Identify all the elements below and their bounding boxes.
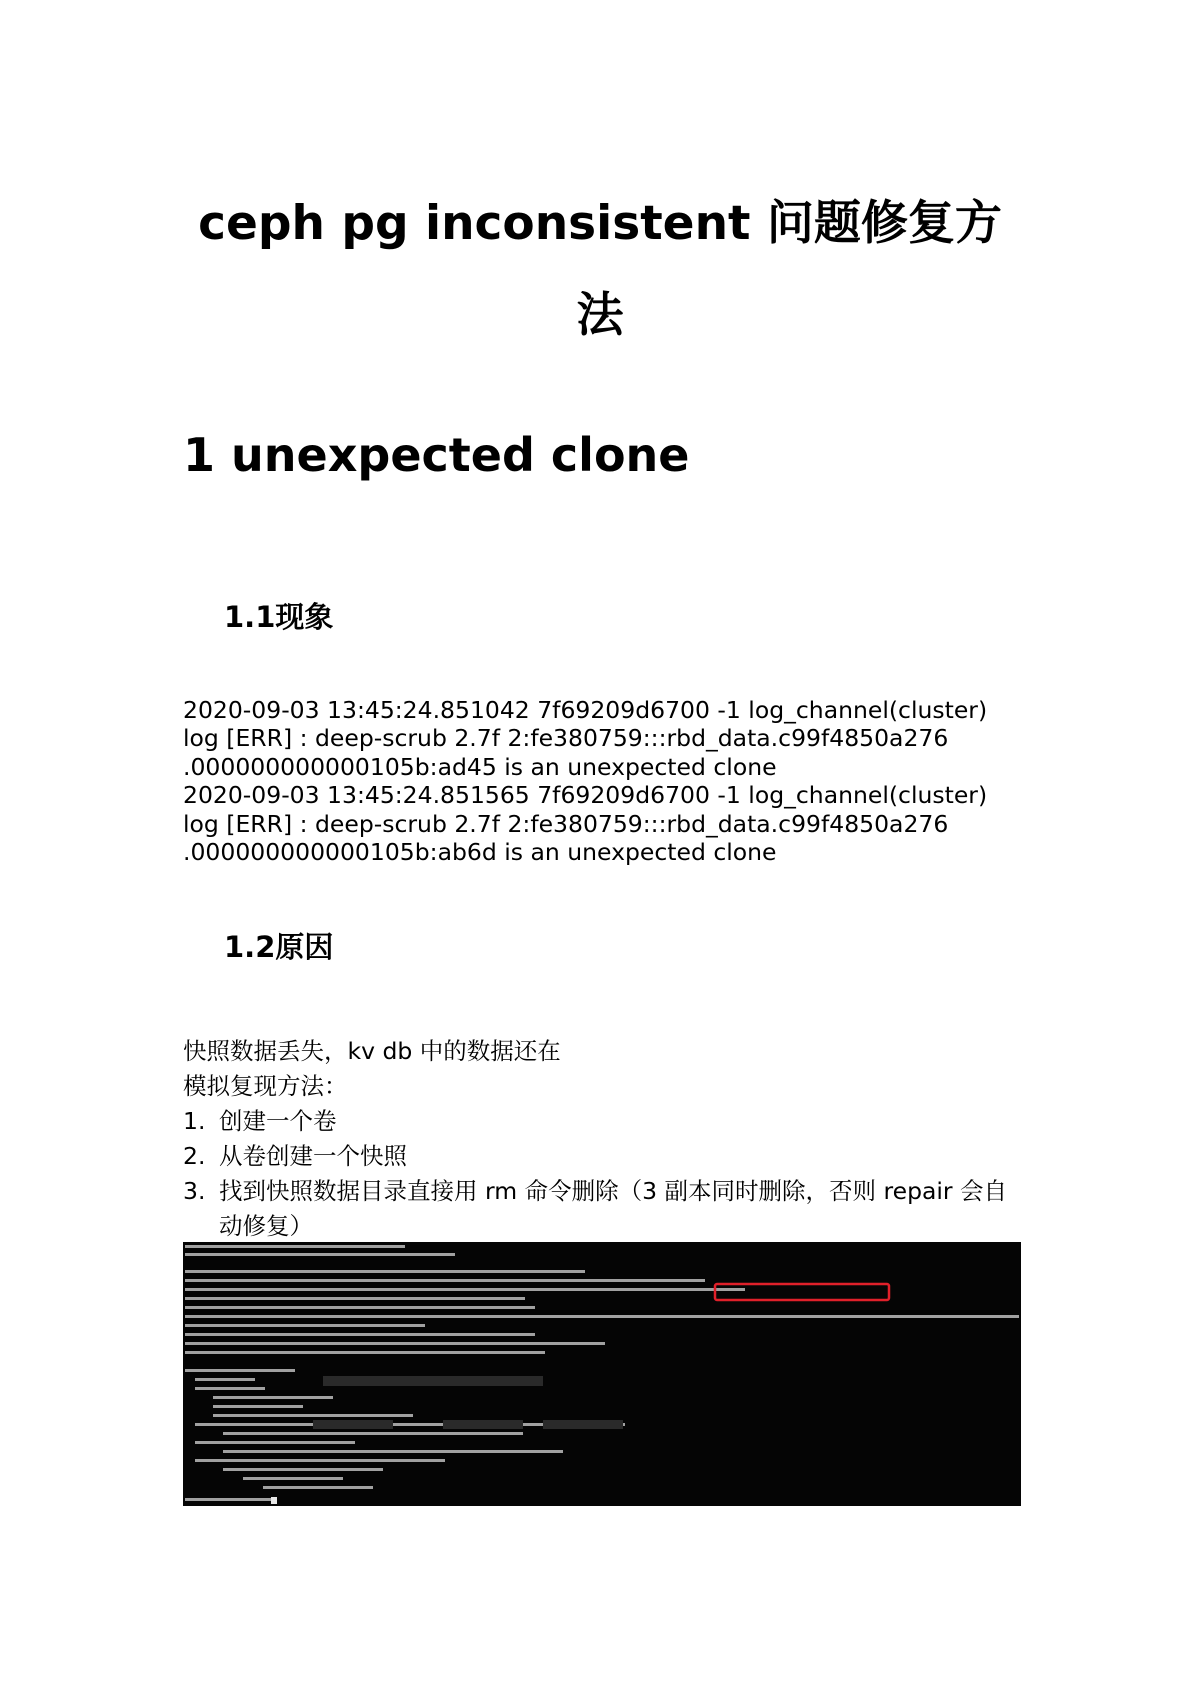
document-title-line1: ceph pg inconsistent 问题修复方: [198, 196, 1002, 251]
list-item-number: 3.: [183, 1177, 206, 1205]
list-item: [183, 1104, 1023, 1139]
list-item-text: 创建一个卷: [219, 1107, 337, 1135]
list-item-number: 2.: [183, 1142, 206, 1170]
cause-paragraph: 快照数据丢失，kv db 中的数据还在: [183, 1037, 561, 1065]
terminal-screenshot-graphic: [183, 1242, 1021, 1506]
terminal-screenshot: [183, 1242, 1021, 1506]
subsection-heading-phenomenon: 1.1现象: [224, 600, 334, 634]
section-heading-unexpected-clone: 1 unexpected clone: [183, 428, 690, 482]
log-line: log [ERR] : deep-scrub 2.7f 2:fe380759:::rbd_data.c99f4850a276: [183, 724, 949, 753]
repro-steps-list: [183, 1104, 1023, 1244]
document-title-line2: 法: [576, 288, 624, 343]
subsection-heading-cause: 1.2原因: [224, 930, 334, 964]
list-item-text: 从卷创建一个快照: [219, 1142, 407, 1170]
document-title: [180, 178, 1020, 362]
log-line: .000000000000105b:ab6d is an unexpected clone: [183, 838, 777, 867]
list-item: [183, 1139, 1023, 1174]
repro-intro: 模拟复现方法：: [183, 1072, 348, 1100]
list-item-number: 1.: [183, 1107, 206, 1135]
log-line: 2020-09-03 13:45:24.851042 7f69209d6700 -1 log_channel(cluster): [183, 696, 988, 724]
log-line: 2020-09-03 13:45:24.851565 7f69209d6700 -1 log_channel(cluster): [183, 781, 988, 810]
log-line: log [ERR] : deep-scrub 2.7f 2:fe380759:::rbd_data.c99f4850a276: [183, 809, 949, 838]
error-log-block: [183, 696, 1023, 866]
list-item: [183, 1174, 1023, 1244]
list-item-text: 找到快照数据目录直接用 rm 命令删除（3 副本同时删除，否则 repair 会自动修复）: [219, 1177, 1008, 1240]
log-line: .000000000000105b:ad45 is an unexpected clone: [183, 752, 777, 781]
